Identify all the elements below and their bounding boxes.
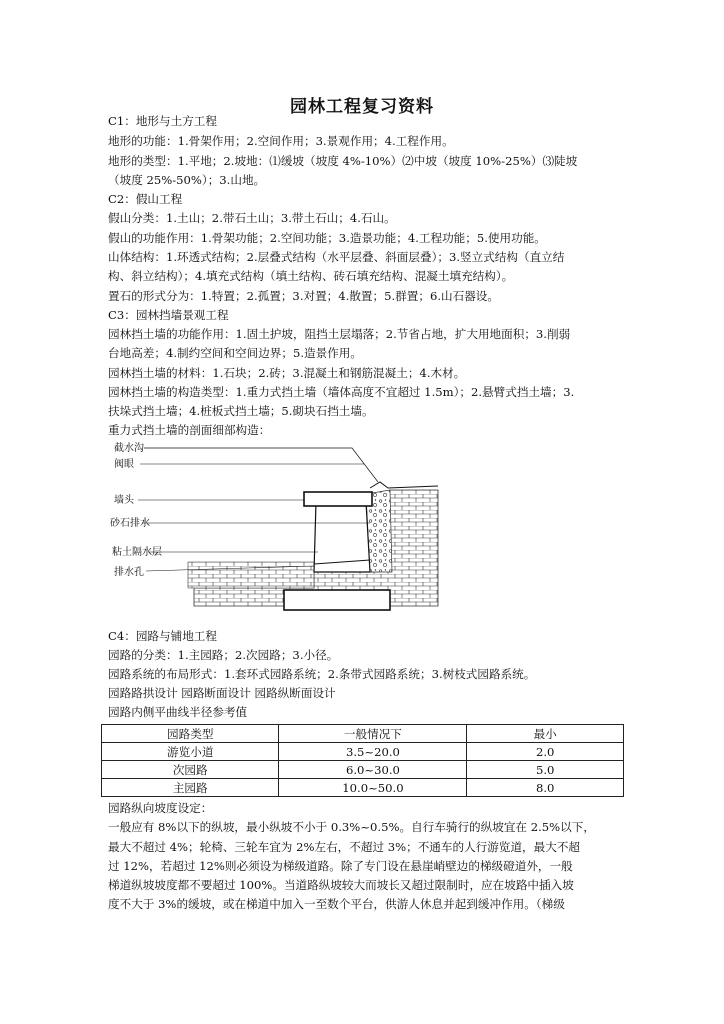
table-cell: 3.5~20.0 [279,743,467,761]
label-clay: 粘土隔水层 [112,547,162,558]
table-header-cell: 一般情况下 [279,725,467,743]
paragraph-line: 过 12%，若超过 12%则必须设为梯级道路。除了专门设在悬崖峭壁边的梯级磴道外，一般 [108,859,573,873]
table-cell: 次园路 [102,761,279,779]
paragraph-line: 园路的分类：1.主园路；2.次园路；3.小径。 [108,648,339,662]
table-row [102,743,624,761]
label-drain-hole: 排水孔 [114,567,144,578]
ditch-pointer [144,448,378,482]
paragraph-line: 重力式挡土墙的剖面细部构造： [108,423,271,437]
curve-radius-table [101,724,624,797]
retaining-wall-section-diagram [108,438,448,618]
label-gravel: 砂石排水 [110,518,150,529]
label-ditch: 截水沟 [114,443,144,454]
paragraph-line: 置石的形式分为：1.特置；2.孤置；3.对置；4.散置；5.群置；6.山石器设。 [108,289,499,303]
paragraph-line: 园路路拱设计 园路断面设计 园路纵断面设计 [108,686,336,700]
section-heading-c3: C3：园林挡墙景观工程 [108,308,229,322]
wall-cap [304,492,372,506]
paragraph-line: 扶垛式挡土墙；4.桩板式挡土墙；5.砌块石挡土墙。 [108,404,374,418]
paragraph-line: 最大不超过 4%；轮椅、三轮车宜为 2%左右，不超过 3%；不通车的人行游览道，最大不超 [108,840,581,854]
table-cell: 主园路 [102,779,279,797]
paragraph-line: 园林挡土墙的功能作用：1.固土护坡，阻挡土层塌落；2.节省占地，扩大用地面积；3.削弱 [108,327,571,341]
ground-line [370,482,438,488]
table-header-row [102,725,624,743]
section-heading-slope: 园路纵向坡度设定： [108,801,213,815]
paragraph-line: 园林挡土墙的材料：1.石块；2.砖；3.混凝土和钢筋混凝土；4.木材。 [108,366,466,380]
table-cell: 游览小道 [102,743,279,761]
table-cell: 5.0 [467,761,624,779]
paragraph-line: 假山的功能作用：1.骨架功能；2.空间功能；3.造景功能；4.工程功能；5.使用功能。 [108,231,546,245]
table-header-cell: 最小 [467,725,624,743]
table-caption: 园路内侧平曲线半径参考值 [108,705,248,719]
paragraph-line: 度不大于 3%的缓坡，或在梯道中加入一至数个平台，供游人休息并起到缓冲作用。（梯级 [108,897,565,911]
table-cell: 10.0~50.0 [279,779,467,797]
paragraph-line: 园路系统的布局形式：1.套环式园路系统；2.条带式园路系统；3.树枝式园路系统。 [108,667,536,681]
paragraph-line: 假山分类：1.土山；2.带石土山；3.带土石山；4.石山。 [108,211,396,225]
document-title: 园林工程复习资料 [290,97,434,117]
section-heading-c2: C2：假山工程 [108,192,183,206]
paragraph-line: 台地高差；4.制约空间和空间边界；5.造景作用。 [108,346,362,360]
table-row [102,761,624,779]
label-weep: 阀眼 [114,459,134,470]
table-cell: 6.0~30.0 [279,761,467,779]
section-heading-c4: C4：园路与铺地工程 [108,629,217,643]
paragraph-line: 地形的类型：1.平地；2.坡地：⑴缓坡（坡度 4%-10%）⑵中坡（坡度 10%-25%）⑶陡坡 [108,154,578,168]
table-cell: 8.0 [467,779,624,797]
front-ground-soil [188,562,314,588]
section-heading-c1: C1：地形与土方工程 [108,114,217,128]
wall-foundation [284,590,390,610]
paragraph-line: （坡度 25%-50%）；3.山地。 [108,173,266,187]
paragraph-line: 构、斜立结构）；4.填充式结构（填土结构、砖石填充结构、混凝土填充结构）。 [108,269,514,283]
paragraph-line: 地形的功能：1.骨架作用；2.空间作用；3.景观作用；4.工程作用。 [108,134,454,148]
table-row [102,779,624,797]
label-wall-top: 墙头 [114,495,134,506]
table-header-cell: 园路类型 [102,725,279,743]
paragraph-line: 山体结构：1.环透式结构；2.层叠式结构（水平层叠、斜面层叠）；3.竖立式结构（直立结 [108,250,565,264]
table-cell: 2.0 [467,743,624,761]
paragraph-line: 一般应有 8%以下的纵坡，最小纵坡不小于 0.3%~0.5%。自行车骑行的纵坡宜在 2.5%以下， [108,820,595,834]
paragraph-line: 梯道纵坡坡度都不要超过 100%。当道路纵坡较大而坡长又超过限制时，应在坡路中插入坡 [108,878,574,892]
paragraph-line: 园林挡土墙的构造类型：1.重力式挡土墙（墙体高度不宜超过 1.5m）；2.悬臂式挡土墙；3. [108,385,575,399]
